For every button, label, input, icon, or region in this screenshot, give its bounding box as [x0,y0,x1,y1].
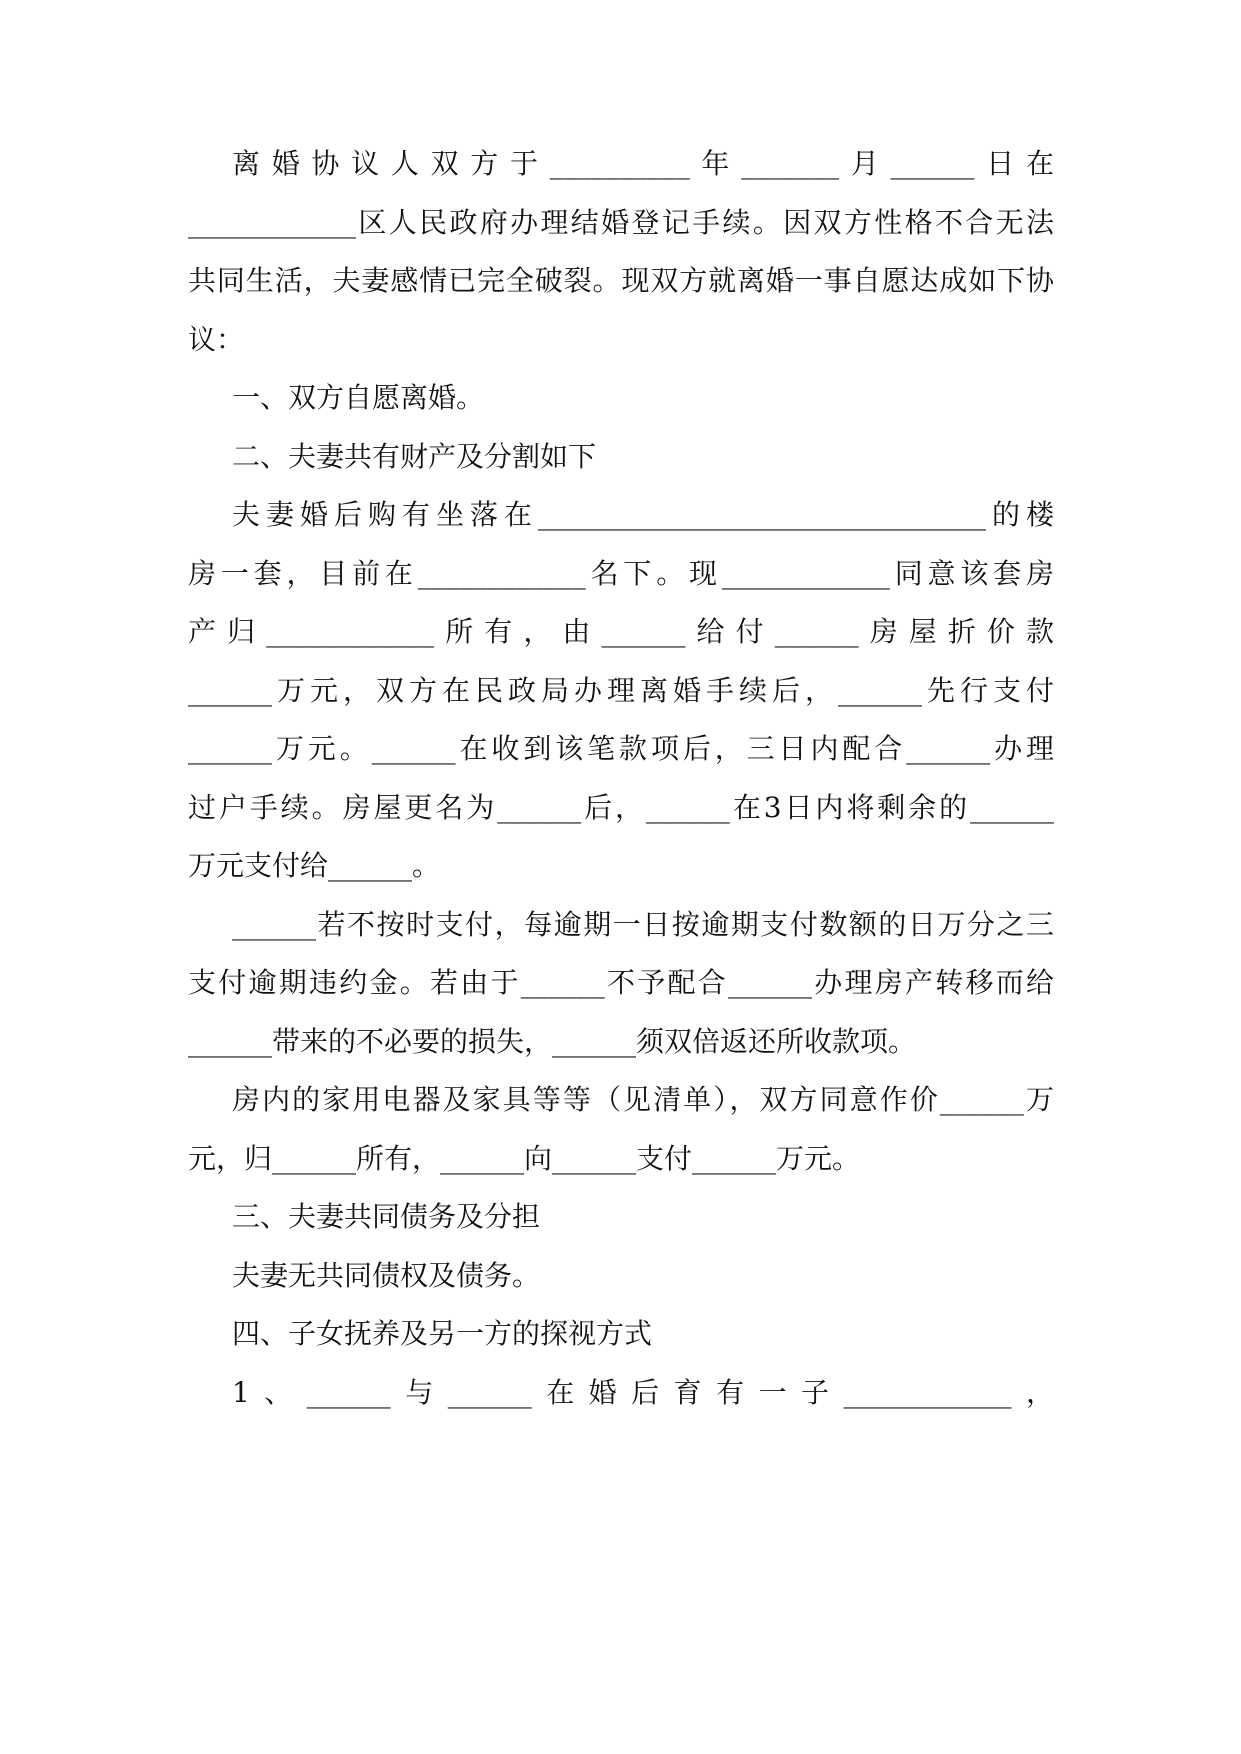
paragraph-line: 房内的家用电器及家具等等（见清单），双方同意作价______万 [232,1083,1054,1116]
paragraph-line: ______带来的不必要的损失，______须双倍返还所收款项。 [188,1025,917,1058]
paragraph-line: ____________区人民政府办理结婚登记手续。因双方性格不合无法 [188,206,1054,239]
paragraph-line: ______万元，双方在民政局办理离婚手续后，______先行支付 [188,674,1054,707]
section-heading: 三、夫妻共同债务及分担 [232,1200,541,1233]
paragraph-line: 共同生活，夫妻感情已完全破裂。现双方就离婚一事自愿达成如下协 [188,264,1054,297]
paragraph-line: 1、______与______在婚后育有一子____________， [232,1376,1054,1409]
paragraph-line: ______若不按时支付，每逾期一日按逾期支付数额的日万分之三 [232,908,1054,941]
section-heading: 四、子女抚养及另一方的探视方式 [232,1317,653,1350]
paragraph-line: ______万元。______在收到该笔款项后，三日内配合______办理 [188,732,1054,765]
section-heading: 一、双方自愿离婚。 [232,381,485,414]
paragraph-line: 房一套，目前在____________名下。现____________同意该套房 [188,557,1054,590]
paragraph-line: 离婚协议人双方于__________年_______月______日在 [232,147,1054,180]
paragraph-line: 产归____________所有，由______给付______房屋折价款 [188,615,1054,648]
paragraph-line: 元，归______所有，______向______支付______万元。 [188,1142,861,1175]
section-heading: 二、夫妻共有财产及分割如下 [232,440,597,473]
paragraph-line: 夫妻无共同债权及债务。 [232,1259,541,1292]
paragraph-line: 支付逾期违约金。若由于______不予配合______办理房产转移而给 [188,966,1054,999]
paragraph-line: 过户手续。房屋更名为______后，______在3日内将剩余的______ [188,791,1054,824]
paragraph-line: 夫妻婚后购有坐落在________________________________的楼 [232,498,1054,531]
paragraph-line: 议： [188,323,245,356]
paragraph-line: 万元支付给______。 [188,849,441,882]
